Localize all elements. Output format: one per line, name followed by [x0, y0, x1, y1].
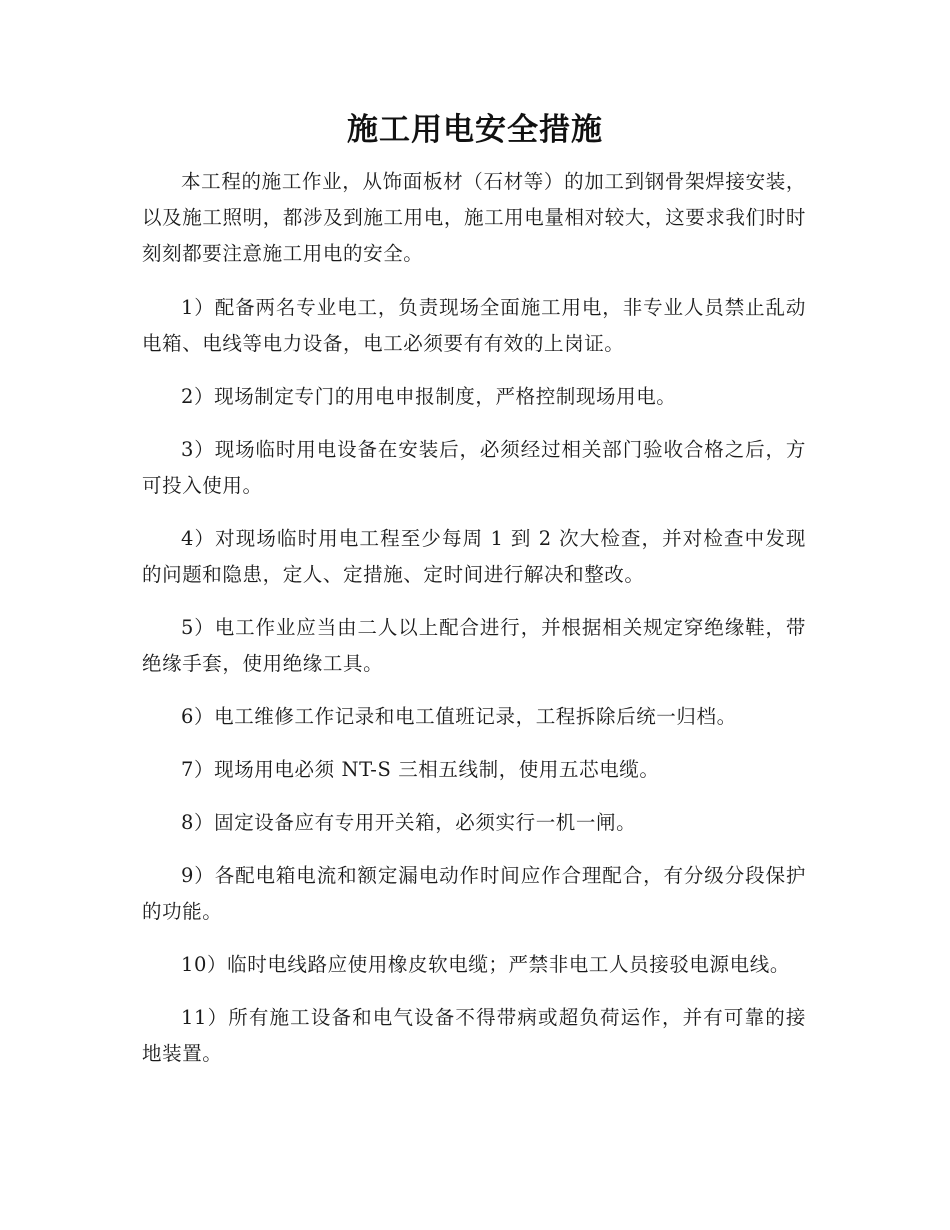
measure-item-11: 11）所有施工设备和电气设备不得带病或超负荷运作，并有可靠的接地装置。	[142, 1006, 806, 1065]
intro-paragraph: 本工程的施工作业，从饰面板材（石材等）的加工到钢骨架焊接安装，以及施工照明，都涉及到施工用电，施工用电量相对较大，这要求我们时时刻刻都要注意施工用电的安全。	[142, 170, 806, 265]
document-body	[142, 164, 806, 1089]
measure-item-2: 2）现场制定专门的用电申报制度，严格控制现场用电。	[181, 385, 677, 408]
measure-item-8: 8）固定设备应有专用开关箱，必须实行一机一闸。	[181, 811, 637, 834]
measure-item-5: 5）电工作业应当由二人以上配合进行，并根据相关规定穿绝缘鞋，带绝缘手套，使用绝缘工具。	[142, 616, 806, 675]
measure-item-3: 3）现场临时用电设备在安装后，必须经过相关部门验收合格之后，方可投入使用。	[142, 438, 806, 497]
measure-item-1: 1）配备两名专业电工，负责现场全面施工用电，非专业人员禁止乱动电箱、电线等电力设备，电工必须要有有效的上岗证。	[142, 296, 806, 355]
measure-item-10: 10）临时电线路应使用橡皮软电缆；严禁非电工人员接驳电源电线。	[181, 953, 790, 976]
document-title: 施工用电安全措施	[347, 112, 603, 148]
measure-item-9: 9）各配电箱电流和额定漏电动作时间应作合理配合，有分级分段保护的功能。	[142, 864, 806, 923]
measure-item-6: 6）电工维修工作记录和电工值班记录，工程拆除后统一归档。	[181, 705, 737, 728]
measure-item-7: 7）现场用电必须 NT-S 三相五线制，使用五芯电缆。	[181, 758, 660, 781]
measure-item-4: 4）对现场临时用电工程至少每周 1 到 2 次大检查，并对检查中发现的问题和隐患，定人、定措施、定时间进行解决和整改。	[142, 527, 806, 586]
